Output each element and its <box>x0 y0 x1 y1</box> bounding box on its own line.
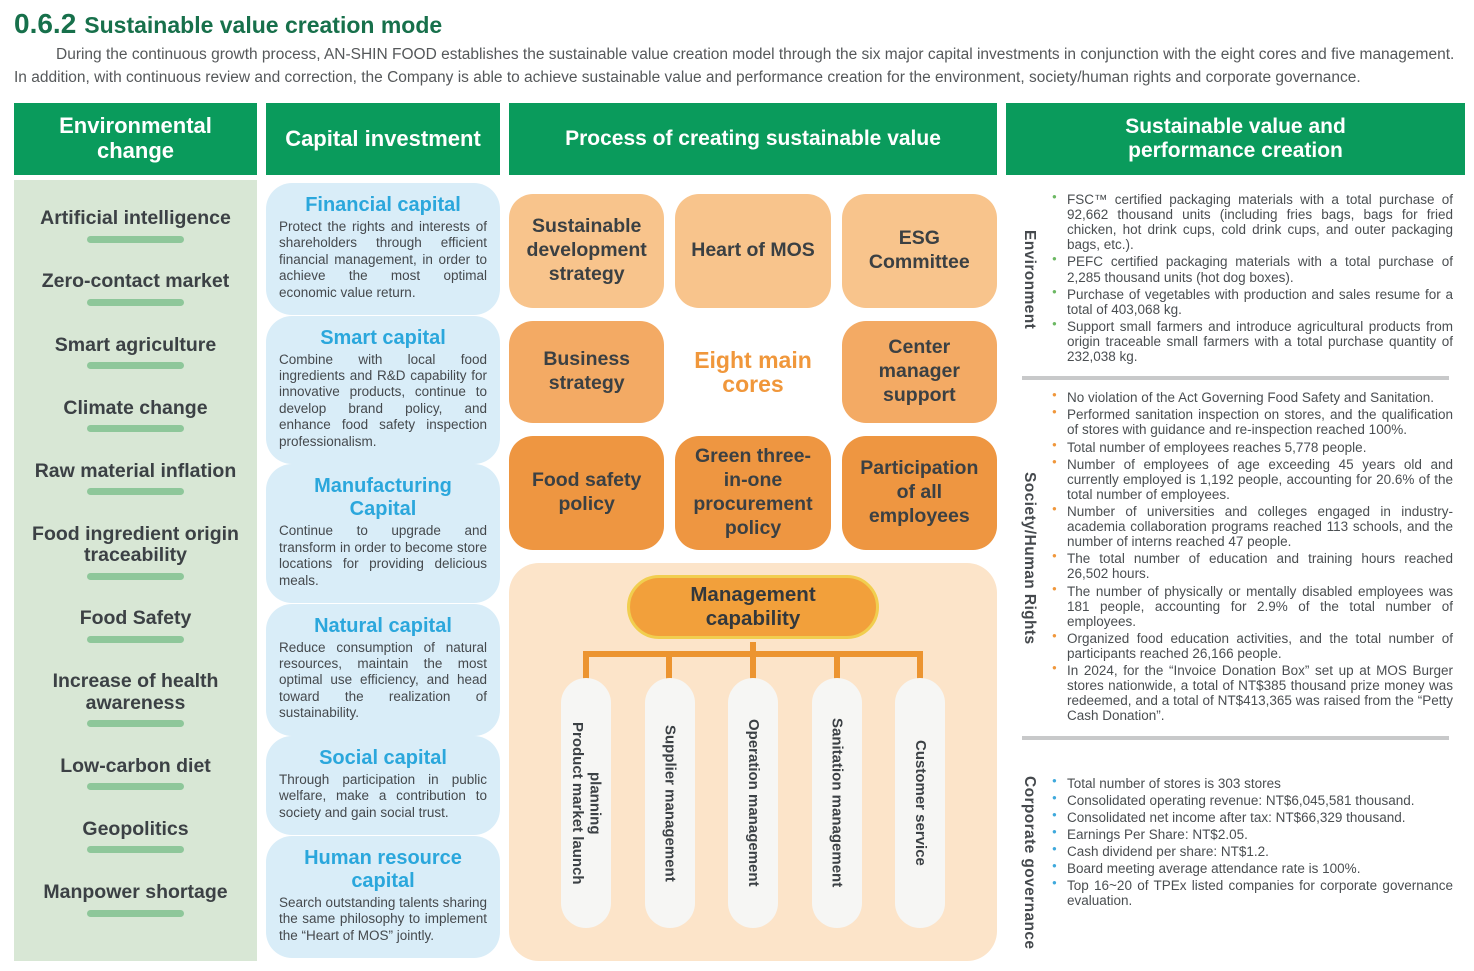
underline-bar <box>87 720 184 727</box>
underline-bar <box>87 299 184 306</box>
pillar-label: Customer service <box>911 740 929 866</box>
connector-line <box>666 651 672 681</box>
capital-box <box>266 316 500 465</box>
bullet-item: ● Total number of stores is 303 stores <box>1052 776 1453 791</box>
capital-box-body: Reduce consumption of natural resources, maintain the most optimal use efficiency, and head toward the realization of sustainability. <box>279 639 487 721</box>
core-cell: ESG Committee <box>842 194 997 308</box>
management-pillars <box>509 678 997 928</box>
capital-box <box>266 183 500 315</box>
bullet-item: ● Purchase of vegetables with production and sales resume for a total of 403,068 kg. <box>1052 287 1453 317</box>
underline-bar <box>87 573 184 580</box>
env-item: Manpower shortage <box>43 882 227 916</box>
env-item: Zero-contact market <box>42 271 229 305</box>
core-cell: Business strategy <box>509 321 664 423</box>
section-divider <box>1022 376 1449 380</box>
bullet-item: ● Performed sanitation inspection on stores, and the qualification of stores with guidance and re-inspection reached 100%. <box>1052 407 1453 437</box>
corporate-governance-section <box>1006 776 1465 949</box>
core-cell: Food safety policy <box>509 436 664 550</box>
pillar-label: Operation management <box>744 719 762 887</box>
section-divider <box>1022 736 1449 740</box>
capital-box <box>266 736 500 835</box>
underline-bar <box>87 488 184 495</box>
capital-box-body: Search outstanding talents sharing the same philosophy to implement the “Heart of MOS” jointly. <box>279 894 487 943</box>
capital-box-title: Manufacturing Capital <box>314 475 452 521</box>
page-title <box>0 0 1474 40</box>
pillar-pill <box>728 678 778 928</box>
bullet-item: ● Earnings Per Share: NT$2.05. <box>1052 827 1453 842</box>
capital-box-title: Smart capital <box>320 326 446 349</box>
intro-paragraph: During the continuous growth process, AN-SHIN FOOD establishes the sustainable value creation model through the six major capital investments in conjunction with the eight cores and five management. In addition, with continuous review and correction, the Company is able to achieve sustainable value and performance creation for the environment, society/human rights and corporate governance. <box>14 46 1455 87</box>
section-vertical-label: Environment <box>1021 229 1038 329</box>
section-vertical-label: Society/Human Rights <box>1021 471 1038 645</box>
pillar-pill <box>645 678 695 928</box>
bullet-item: ● Consolidated net income after tax: NT$66,329 thousand. <box>1052 810 1453 825</box>
governance-bullet-list <box>1052 776 1465 949</box>
capital-investment-header: Capital investment <box>266 103 500 175</box>
env-item: Low-carbon diet <box>60 756 211 790</box>
env-item: Artificial intelligence <box>40 208 231 242</box>
performance-body <box>1006 180 1465 961</box>
diagram-columns <box>14 103 1465 961</box>
env-item: Food Safety <box>80 608 192 642</box>
bullet-item: ● In 2024, for the “Invoice Donation Box” set up at MOS Burger stores nationwide, a total of NT$385 thousand prize money was redeemed, and a total of NT$413,365 was raised from the “Petty Cash Donation”. <box>1052 663 1453 723</box>
bullet-item: ● The total number of education and training hours reached 26,502 hours. <box>1052 551 1453 581</box>
bullet-item: ● Organized food education activities, and the total number of participants reached 26,166 people. <box>1052 631 1453 661</box>
capital-box <box>266 464 500 603</box>
env-item: Raw material inflation <box>35 461 237 495</box>
pillar-label: Supplier management <box>661 724 679 882</box>
section-vertical-label: Corporate governance <box>1021 775 1038 949</box>
bullet-item: ● Board meeting average attendance rate is 100%. <box>1052 861 1453 876</box>
pillar-label: Product market launch planning <box>569 721 604 885</box>
pillar-label: Sanitation management <box>828 718 846 888</box>
pillar-pill <box>561 678 611 928</box>
capital-investment-column <box>266 103 500 961</box>
connector-line <box>583 651 589 681</box>
section-number: 0.6.2 <box>14 8 77 39</box>
bullet-item: ● Number of universities and colleges engaged in industry-academia collaboration programs reached 113 schools, and the number of interns reached 47 people. <box>1052 504 1453 549</box>
section-title: Sustainable value creation mode <box>84 12 443 38</box>
pillar-pill <box>812 678 862 928</box>
capital-box <box>266 604 500 736</box>
bullet-item: ● No violation of the Act Governing Food Safety and Sanitation. <box>1052 390 1453 405</box>
capital-box-body: Combine with local food ingredients and R&D capability for innovative products, continue to develop brand policy, and enhance food safety inspection professionalism. <box>279 351 487 449</box>
capital-investment-list <box>266 180 500 961</box>
environmental-change-header: Environmental change <box>14 103 257 175</box>
core-cell: Green three-in-one procurement policy <box>675 436 830 550</box>
capital-box-body: Continue to upgrade and transform in order to become store locations for providing delicious meals. <box>279 523 487 588</box>
management-capability-pill: Management capability <box>627 575 879 639</box>
process-column <box>509 103 997 961</box>
capital-box <box>266 836 500 958</box>
env-item: Smart agriculture <box>55 335 216 369</box>
capital-box-body: Through participation in public welfare, make a contribution to society and gain social trust. <box>279 772 487 820</box>
env-item: Food ingredient origin traceability <box>20 524 251 580</box>
capital-box-title: Human resource capital <box>304 846 462 892</box>
eight-cores-grid <box>509 194 997 550</box>
environment-section <box>1006 192 1465 366</box>
society-human-rights-section <box>1006 390 1465 725</box>
bullet-item: ● PEFC certified packaging materials with a total purchase of 2,285 thousand units (hot dog boxes). <box>1052 254 1453 284</box>
underline-bar <box>87 636 184 643</box>
capital-box-title: Financial capital <box>305 194 461 216</box>
connector-line <box>750 651 756 681</box>
bullet-item: ● Consolidated operating revenue: NT$6,045,581 thousand. <box>1052 793 1453 808</box>
environment-bullet-list <box>1052 192 1465 366</box>
bullet-item: ● Cash dividend per share: NT$1.2. <box>1052 844 1453 859</box>
environmental-change-list <box>14 180 257 961</box>
underline-bar <box>87 846 184 853</box>
env-item: Increase of health awareness <box>20 671 251 727</box>
core-cell: Heart of MOS <box>675 194 830 308</box>
performance-header: Sustainable value and performance creation <box>1006 103 1465 175</box>
capital-box-body: Protect the rights and interests of shareholders through efficient financial management, in order to achieve the most optimal economic value return. <box>279 219 487 300</box>
core-cell: Center manager support <box>842 321 997 423</box>
env-item: Climate change <box>63 398 207 432</box>
underline-bar <box>87 910 184 917</box>
bullet-item: ● Number of employees of age exceeding 45 years old and currently employed is 1,192 people, accounting for 20.6% of the total number of employees. <box>1052 457 1453 502</box>
core-cell: Participation of all employees <box>842 436 997 550</box>
process-header: Process of creating sustainable value <box>509 103 997 175</box>
env-item: Geopolitics <box>82 819 188 853</box>
performance-column <box>1006 103 1465 961</box>
core-cell: Sustainable development strategy <box>509 194 664 308</box>
bullet-item: ● FSC™ certified packaging materials with a total purchase of 92,662 thousand units (including fries bags, bags for fried chicken, hot drink cups, cold drink cups, and outer packaging bags, etc.). <box>1052 192 1453 252</box>
management-capability-panel <box>509 563 997 961</box>
society-bullet-list <box>1052 390 1465 725</box>
bullet-item: ● The number of physically or mentally disabled employees was 181 people, accounting for 2.9% of the total number of employees. <box>1052 584 1453 629</box>
connector-line <box>917 651 923 681</box>
bullet-item: ● Total number of employees reaches 5,778 people. <box>1052 440 1453 455</box>
eight-main-cores-label: Eight main cores <box>694 346 812 397</box>
underline-bar <box>87 362 184 369</box>
connector-line <box>834 651 840 681</box>
underline-bar <box>87 783 184 790</box>
pillar-pill <box>895 678 945 928</box>
environmental-change-column <box>14 103 257 961</box>
underline-bar <box>87 425 184 432</box>
bullet-item: ● Support small farmers and introduce agricultural products from origin traceable small farmers with a total purchase quantity of 232,038 kg. <box>1052 319 1453 364</box>
capital-box-title: Natural capital <box>314 614 452 637</box>
underline-bar <box>87 236 184 243</box>
capital-box-title: Social capital <box>319 747 447 769</box>
bullet-item: ● Top 16~20 of TPEx listed companies for corporate governance evaluation. <box>1052 878 1453 908</box>
